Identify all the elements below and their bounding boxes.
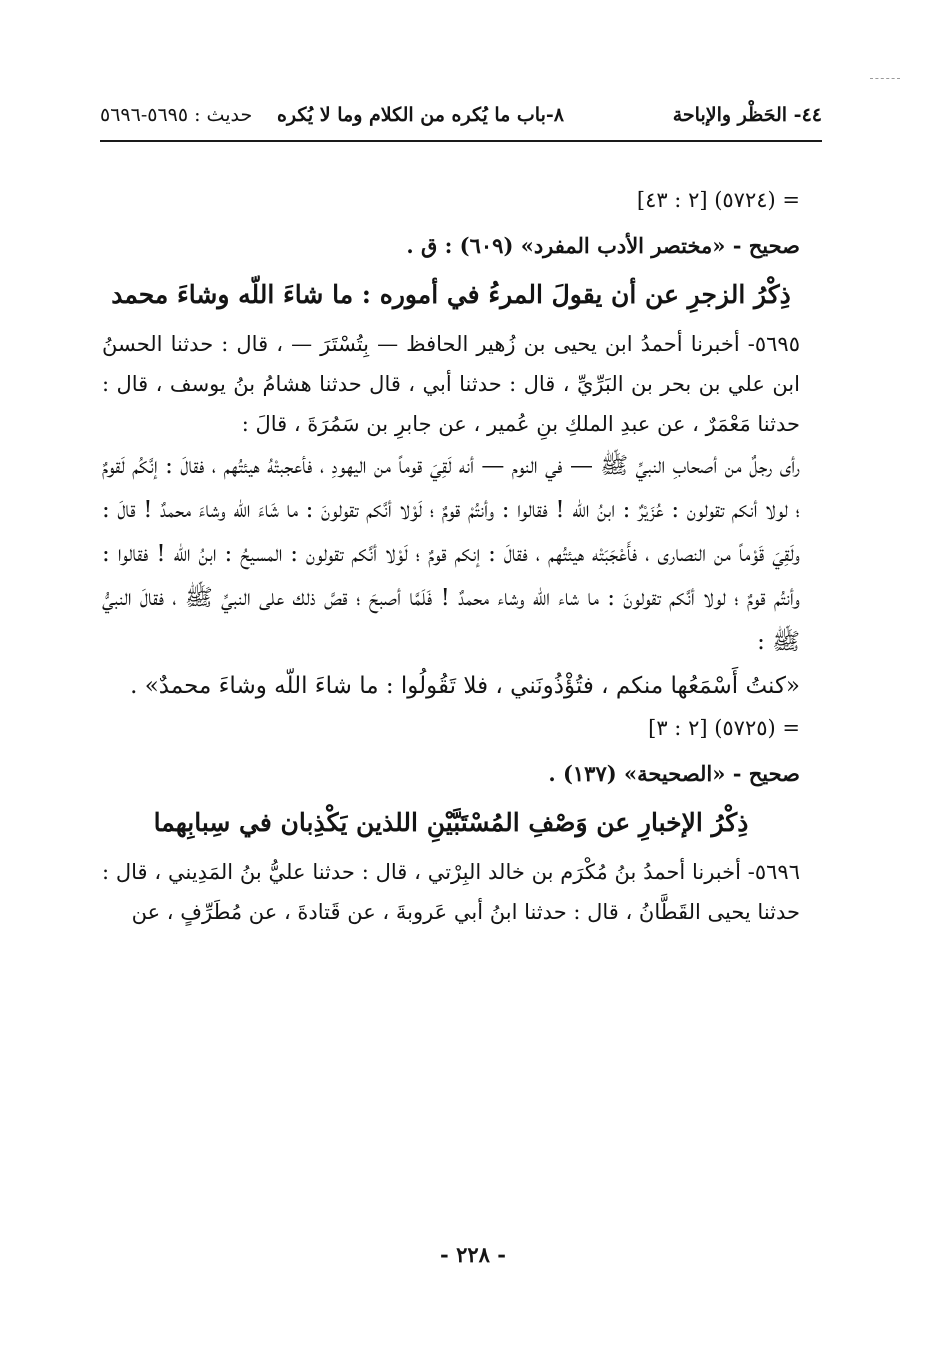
header-hadith-range: حديث : ٥٦٩٥-٥٦٩٦ (100, 104, 253, 126)
scan-mark (870, 78, 900, 79)
grading-note-2: صحيح - «الصحيحة» (١٣٧) . (548, 761, 800, 786)
header-chapter-title: ٨-باب ما يُكره من الكلام وما لا يُكره (276, 104, 564, 126)
header-book-title: ٤٤- الحَظْر والإباحة (672, 104, 822, 126)
hadith-text-5695: رأى رجلٌ من أصحابِ النبيِّ ﷺ — في النوم — أنه لَقِيَ قوماً من اليهودِ ، فأعجبتْهُ هيئتُهم ، فقالَ : إنَّكُم لَقومٌ ؛ لولا أنكم تقولون : عُزَيْرٌ : ابنُ اللّه ! فقالوا : وأنتُمْ قومٌ ؛ لَوْلا أنَّكم تقولونَ : ما شَاءَ اللّه وشاءَ محمدٌ ! قالَ : ولَقِيَ قَوْماً من النصارى ، فأَعْجَبَتْه هيئتُهم ، فقالَ : إنكم قومٌ ؛ لَوْلا أنَّكم تقولون : المسيحُ : ابنُ اللّه ! فقالوا : وأنتُم قومٌ ؛ لولا أنَّكم تقولونَ : ما شاء اللّه وشاء محمدٌ ! فَلَمَّا أصبحَ ؛ قصَّ ذلك على النبيِّ ﷺ ، فقالَ النبيُّ ﷺ : (102, 453, 800, 655)
chapter-heading-1: ذِكْرُ الزجرِ عن أن يقولَ المرءُ في أموره : ما شاءَ اللّه وشاءَ محمد (111, 280, 791, 309)
running-header (100, 100, 822, 134)
page-number: - ٢٢٨ - (440, 1242, 506, 1267)
chapter-heading-2: ذِكْرُ الإخبارِ عن وَصْفِ المُسْتَبَّيْنِ اللذين يَكْذِبان في سِبابِهما (153, 808, 749, 837)
hadith-isnad-5695: ٥٦٩٥- أخبرنا أحمدُ ابن يحيى بن زُهير الحافظ — بِتُسْتَرَ — ، قال : حدثنا الحسنُ ابن علي بن بحر بن البَرِّيِّ ، قال : حدثنا أبي ، قال حدثنا هشامُ بنُ يوسف ، قال : حدثنا مَعْمَرٌ ، عن عبدِ الملكِ بنِ عُمير ، عن جابرِ بن سَمُرَةَ ، قالَ : (102, 332, 800, 436)
cross-reference-2: = (٥٧٢٥) [٢ : ٣] (648, 716, 800, 740)
prophet-quote-5695: «كنتُ أَسْمَعُها منكم ، فتُؤْذُونَني ، فلا تَقُولُوا : ما شاءَ اللّه وشاءَ محمدٌ» . (130, 673, 800, 699)
hadith-isnad-5696: ٥٦٩٦- أخبرنا أحمدُ بنُ مُكْرَم بن خالد البِرْتي ، قال : حدثنا عليُّ بنُ المَدِيني ، قال : حدثنا يحيى القَطَّانُ ، قال : حدثنا ابنُ أبي عَروبةَ ، عن قَتادةَ ، عن مُطَرِّفٍ ، عن (102, 860, 800, 924)
cross-reference-1: = (٥٧٢٤) [٢ : ٤٣] (636, 188, 800, 212)
page-body (102, 180, 800, 932)
grading-note-1: صحيح - «مختصر الأدب المفرد» (٦٠٩) : ق . (406, 233, 800, 258)
header-divider (100, 140, 822, 142)
